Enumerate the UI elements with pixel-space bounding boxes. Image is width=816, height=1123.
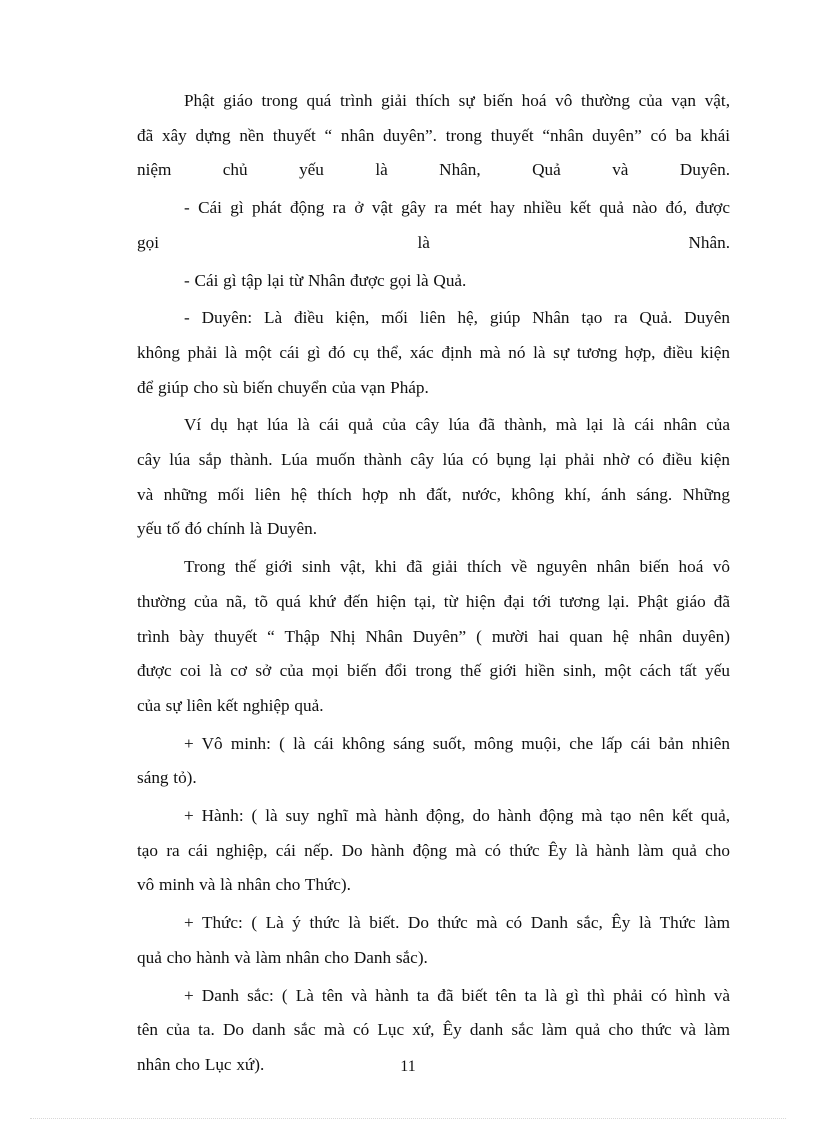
paragraph-hanh bbox=[137, 799, 730, 903]
text-line: + Danh sắc: ( Là tên và hành ta đã biết tên ta là gì thì phải có hình và bbox=[184, 985, 730, 1005]
text-line: thường của nã, tõ quá khứ đến hiện tại, từ hiện đại tới tương lại. Phật giáo đã bbox=[137, 591, 730, 611]
paragraph-thap-nhi-nhan-duyen bbox=[137, 550, 730, 724]
text-line: niệm chủ yếu là Nhân, Quả và Duyên. bbox=[137, 160, 730, 180]
text-line: đã xây dựng nền thuyết “ nhân duyên”. trong thuyết “nhân duyên” có ba khái bbox=[137, 125, 730, 145]
text-line: - Cái gì phát động ra ở vật gây ra mét hay nhiều kết quả nào đó, được bbox=[184, 198, 730, 218]
text-line: Ví dụ hạt lúa là cái quả của cây lúa đã thành, mà lại là cái nhân của bbox=[184, 415, 730, 435]
text-line: được coi là cơ sở của mọi biến đổi trong thế giới hiền sinh, một cách tất yếu bbox=[137, 661, 730, 681]
text-line: - Cái gì tập lại từ Nhân được gọi là Quả. bbox=[184, 270, 467, 290]
text-line: cây lúa sắp thành. Lúa muốn thành cây lúa có bụng lại phải nhờ có điều kiện bbox=[137, 450, 730, 470]
text-line: + Hành: ( là suy nghĩ mà hành động, do hành động mà tạo nên kết quả, bbox=[184, 806, 730, 826]
paragraph-nhan-definition bbox=[137, 191, 730, 260]
text-line: tên của ta. Do danh sắc mà có Lục xứ, Êy danh sắc làm quả cho thức và làm bbox=[137, 1020, 730, 1040]
text-line: gọi là Nhân. bbox=[137, 232, 730, 252]
text-line: để giúp cho sù biến chuyển của vạn Pháp. bbox=[137, 377, 429, 397]
text-line: trình bày thuyết “ Thập Nhị Nhân Duyên” ( mười hai quan hệ nhân duyên) bbox=[137, 626, 730, 646]
text-line: và những mối liên hệ thích hợp nh đất, nước, không khí, ánh sáng. Những bbox=[137, 484, 730, 504]
paragraph-thuc bbox=[137, 906, 730, 975]
text-line: của sự liên kết nghiệp quả. bbox=[137, 695, 324, 715]
text-line: Trong thế giới sinh vật, khi đã giải thích về nguyên nhân biến hoá vô bbox=[184, 557, 730, 577]
text-line: yếu tố đó chính là Duyên. bbox=[137, 519, 318, 539]
paragraph-nhan-duyen-intro bbox=[137, 84, 730, 188]
page-bottom-divider bbox=[30, 1118, 786, 1119]
text-line: vô minh và là nhân cho Thức). bbox=[137, 875, 351, 895]
page-number: 11 bbox=[400, 1058, 416, 1075]
text-line: Phật giáo trong quá trình giải thích sự biến hoá vô thường của vạn vật, bbox=[184, 91, 730, 110]
text-line: + Vô minh: ( là cái không sáng suốt, mông muội, che lấp cái bản nhiên bbox=[184, 733, 730, 753]
text-line: tạo ra cái nghiệp, cái nếp. Do hành động mà có thức Êy là hành làm quả cho bbox=[137, 840, 730, 860]
paragraph-qua-definition bbox=[137, 264, 730, 299]
text-line: - Duyên: Là điều kiện, mối liên hệ, giúp Nhân tạo ra Quả. Duyên bbox=[184, 308, 730, 328]
text-line: không phải là một cái gì đó cụ thể, xác định mà nó là sự tương hợp, điều kiện bbox=[137, 342, 730, 362]
text-line: quả cho hành và làm nhân cho Danh sắc). bbox=[137, 947, 428, 967]
text-line: nhân cho Lục xứ). bbox=[137, 1054, 265, 1074]
page-body bbox=[137, 84, 730, 1086]
paragraph-duyen-definition bbox=[137, 301, 730, 405]
text-line: + Thức: ( Là ý thức là biết. Do thức mà có Danh sắc, Êy là Thức làm bbox=[184, 913, 730, 933]
paragraph-vo-minh bbox=[137, 727, 730, 796]
text-line: sáng tỏ). bbox=[137, 768, 197, 788]
paragraph-rice-example bbox=[137, 408, 730, 547]
